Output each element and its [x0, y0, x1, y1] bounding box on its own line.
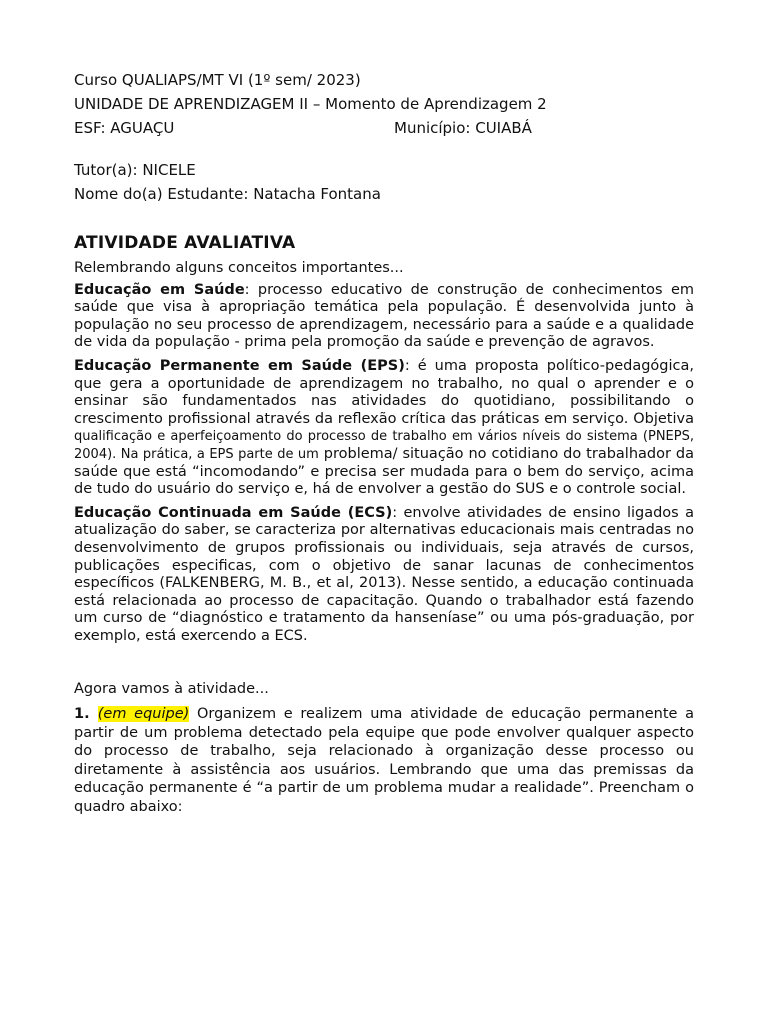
concept-ecs	[74, 505, 694, 646]
concept-eps-text-end: problema/ situação no cotidiano do trabalhador da saúde que está “incomodando” e precisa ser mudada para o bem do serviço, acima de tudo do usuário do serviço e, há de envolver a gestão do SUS e o controle social.	[74, 445, 694, 498]
concept-ecs-text: : envolve atividades de ensino ligados a atualização do saber, se caracteriza por alternativas educacionais mais centradas no desenvolvimento de grupos profissionais ou individuais, seja através de cursos, publicações especificas, com o objetivo de sanar lacunas de conhecimentos específicos (FALKENBERG, M. B., et al, 2013). Nesse sentido, a educação continuada está relacionada ao processo de capacitação. Quando o trabalhador está fazendo um curso de “diagnóstico e tratamento da hanseníase” ou uma pós-graduação, por exemplo, está exercendo a ECS.	[74, 504, 694, 644]
concept-es-term: Educação em Saúde	[74, 281, 245, 298]
concept-eps	[74, 358, 694, 499]
concept-ecs-term: Educação Continuada em Saúde (ECS)	[74, 504, 393, 521]
question-1: 1. (em equipe) Organizem e realizem uma atividade de educação permanente a partir de um problema detectado pela equipe que pode envolver qualquer aspecto do processo de trabalho, seja relacionado à organização desse processo ou diretamente à assistência aos usuários. Lembrando que uma das premissas da educação permanente é “a partir de um problema mudar a realidade”. Preencham o quadro abaixo:	[74, 706, 695, 816]
concept-eps-term: Educação Permanente em Saúde (EPS)	[74, 357, 405, 374]
header-spacer	[74, 140, 547, 158]
student-line: Nome do(a) Estudante: Natacha Fontana	[74, 185, 381, 203]
section-gap	[74, 651, 694, 681]
unit-line: UNIDADE DE APRENDIZAGEM II – Momento de Aprendizagem 2	[74, 95, 547, 113]
tutor-line: Tutor(a): NICELE	[74, 161, 196, 179]
course-line: Curso QUALIAPS/MT VI (1º sem/ 2023)	[74, 71, 361, 89]
question-1-number: 1	[74, 706, 85, 723]
concept-es	[74, 282, 694, 352]
esf-label: ESF: AGUAÇU	[74, 119, 175, 137]
concept-es-text: : processo educativo de construção de conhecimentos em saúde que visa à apropriação temática pela população. É desenvolvida junto à população no seu processo de aprendizagem, necessário para a saúde e a qualidade de vida da população - prima pela promoção da saúde e prevenção de agravos.	[74, 281, 694, 351]
document-body	[74, 260, 694, 823]
page-title: ATIVIDADE AVALIATIVA	[74, 233, 296, 253]
esf-row	[74, 116, 547, 140]
question-1-highlight: (em equipe)	[97, 706, 190, 723]
document-header	[74, 68, 547, 206]
concept-eps-small-text: qualificação e aperfeiçoamento do processo de trabalho em vários níveis do sistema (PNEPS, 2004). Na prática, a EPS parte de um	[74, 429, 694, 462]
question-1-text: Organizem e realizem uma atividade de educação permanente a partir de um problema detectado pela equipe que pode envolver qualquer aspecto do processo de trabalho, seja relacionado à organização desse processo ou diretamente à assistência aos usuários. Lembrando que uma das premissas da educação permanente é “a partir de um problema mudar a realidade”. Preencham o quadro abaixo:	[74, 706, 695, 816]
municipio-label: Município: CUIABÁ	[394, 119, 532, 137]
activity-intro: Agora vamos à atividade...	[74, 681, 269, 698]
intro-text: Relembrando alguns conceitos importantes...	[74, 260, 404, 276]
concept-eps-text: : é uma proposta político-pedagógica, que gera a oportunidade de aprendizagem no trabalho, no qual o aprender e o ensinar são fundamentados nas atividades do quotidiano, possibilitando o crescimento profissional através da reflexão crítica das práticas em serviço. Objetiva	[74, 357, 694, 427]
